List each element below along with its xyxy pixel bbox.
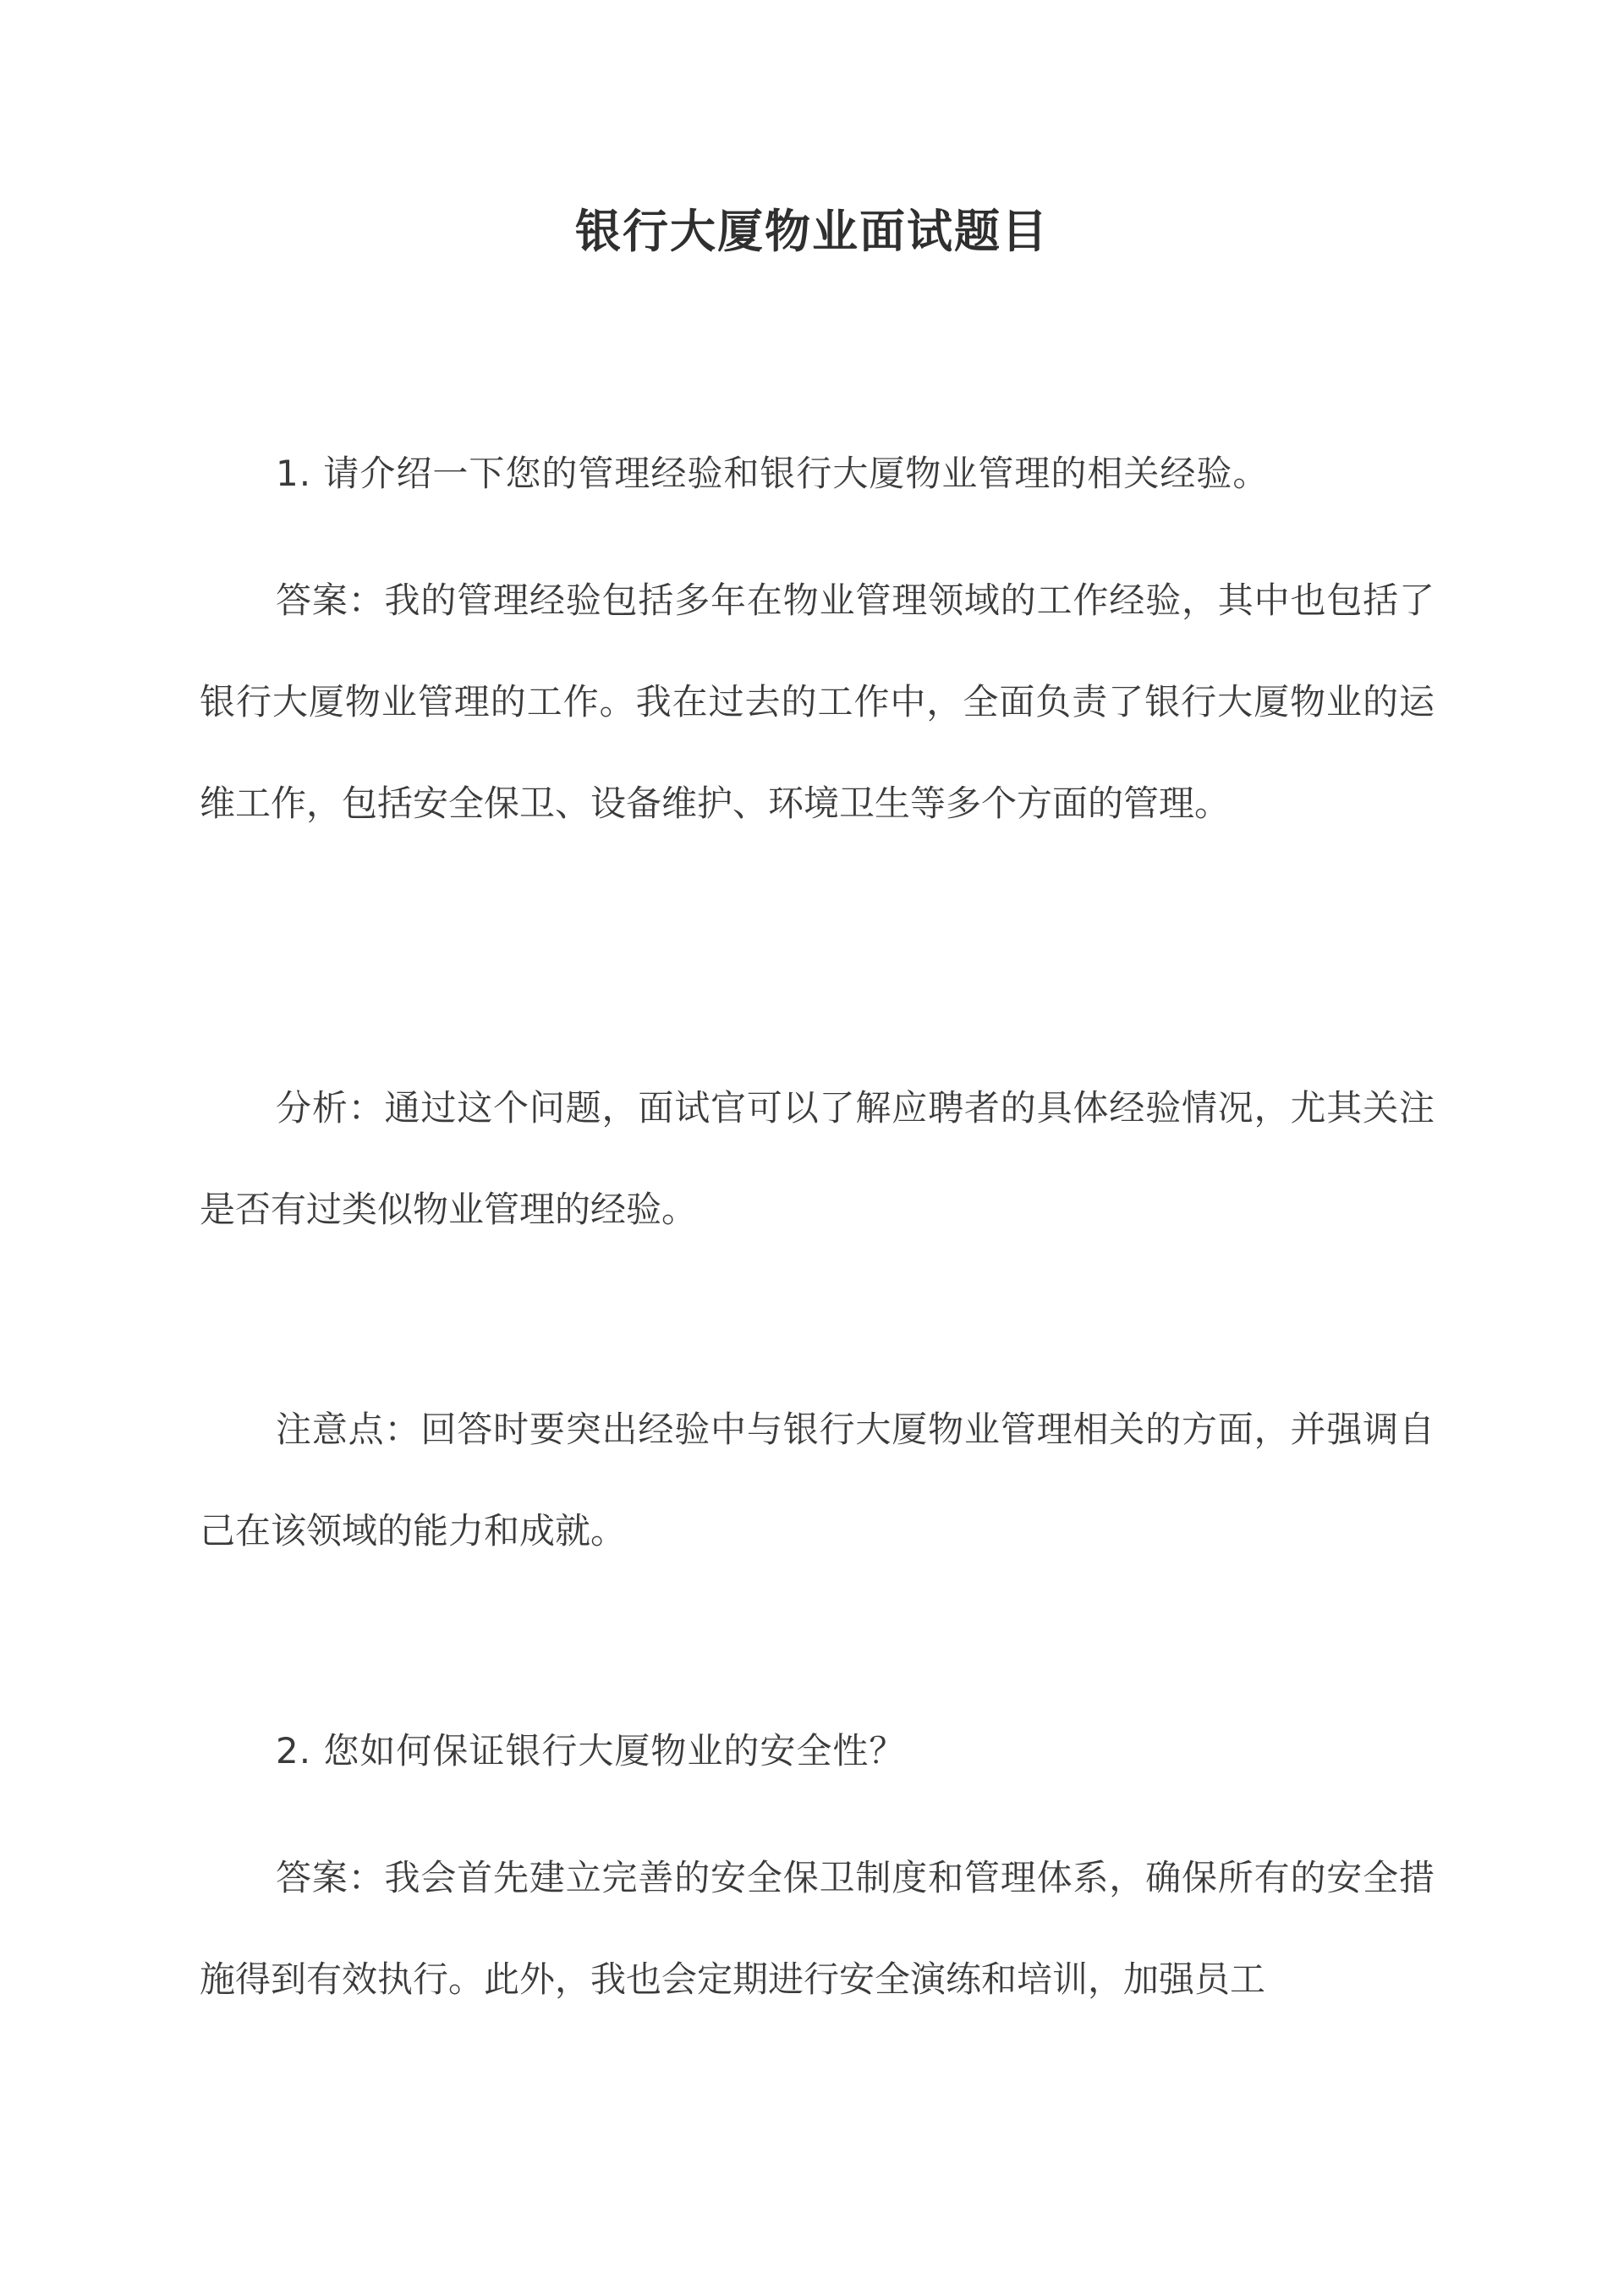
analysis-1: 分析：通过这个问题，面试官可以了解应聘者的具体经验情况，尤其关注是否有过类似物业管理的经验。 (200, 1087, 1435, 1230)
document-title: 银行大厦物业面试题目 (575, 204, 1049, 258)
answer-1: 答案：我的管理经验包括多年在物业管理领域的工作经验，其中也包括了银行大厦物业管理的工作。我在过去的工作中，全面负责了银行大厦物业的运维工作，包括安全保卫、设备维护、环境卫生等多个方面的管理。 (200, 579, 1435, 824)
answer-2: 答案：我会首先建立完善的安全保卫制度和管理体系，确保所有的安全措施得到有效执行。此外，我也会定期进行安全演练和培训，加强员工 (200, 1857, 1435, 2000)
question-2: 2. 您如何保证银行大厦物业的安全性？ (276, 1730, 906, 1771)
question-1: 1. 请介绍一下您的管理经验和银行大厦物业管理的相关经验。 (276, 453, 1270, 494)
note-1: 注意点：回答时要突出经验中与银行大厦物业管理相关的方面，并强调自己在该领域的能力和成就。 (200, 1409, 1435, 1552)
